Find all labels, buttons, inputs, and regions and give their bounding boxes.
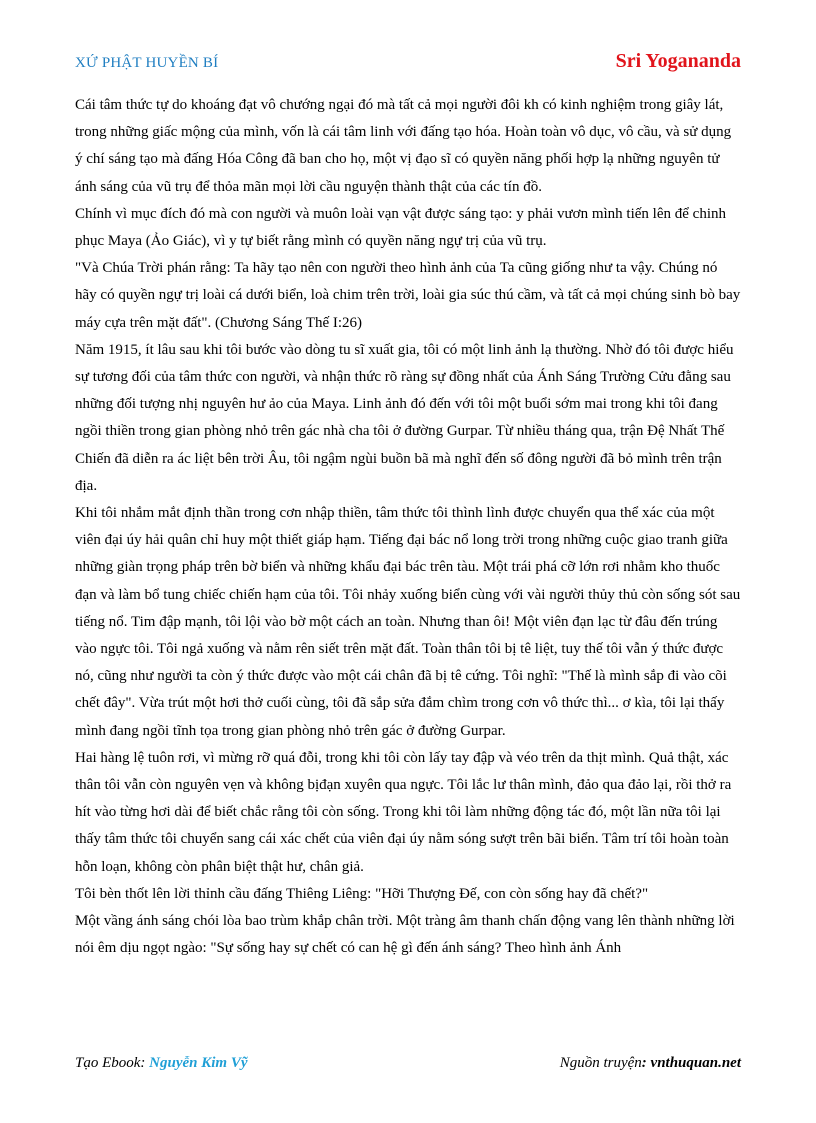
source-separator: :	[641, 1055, 651, 1071]
body-text	[75, 92, 741, 963]
book-title: XỨ PHẬT HUYỀN BÍ	[75, 55, 219, 71]
author-name: Sri Yogananda	[615, 50, 741, 72]
ebook-label: Tạo Ebook	[75, 1055, 141, 1071]
ebook-credit	[75, 1055, 248, 1072]
paragraph: Cái tâm thức tự do khoáng đạt vô chướng ngại đó mà tất cả mọi người đôi kh có kinh nghiệm trong giây lát, trong những giấc mộng của mình, vốn là cái tâm linh với đấng tạo hóa. Hoàn toàn vô dục, vô cầu, và sử dụng ý chí sáng tạo mà đấng Hóa Công đã ban cho họ, một vị đạo sĩ có quyền năng phối hợp lạ những nguyên tử ánh sáng của vũ trụ để thỏa mãn mọi lời cầu nguyện thành thật của các tín đồ.	[75, 97, 732, 195]
paragraph: Khi tôi nhắm mắt định thần trong cơn nhập thiền, tâm thức tôi thình lình được chuyển qua thể xác của một viên đại úy hải quân chỉ huy một thiết giáp hạm. Tiếng đại bác nổ long trời trong những cuộc giao tranh giữa những giàn trọng pháp trên bờ biển và những khẩu đại bác trên tàu. Một trái phá cỡ lớn rơi nhằm kho thuốc đạn và làm bổ tung chiếc chiến hạm của tôi. Tôi nhảy xuống biển cùng với vài người thủy thủ còn sống sót sau tiếng nổ. Tim đập mạnh, tôi lội vào bờ một cách an toàn. Nhưng than ôi! Một viên đạn lạc từ đâu đến trúng vào ngực tôi. Tôi ngả xuống và nằm rên siết trên mặt đất. Toàn thân tôi bị tê liệt, tuy thế tôi vẫn ý thức được nó, cũng như người ta còn ý thức được vào một cái chân đã bị tê cứng. Tôi nghĩ: "Thế là mình sắp đi vào cõi chết đây". Vừa trút một hơi thở cuối cùng, tôi đã sắp sửa đắm chìm trong cơn vô thức thì... ơ kìa, tôi lại thấy mình đang ngồi tĩnh tọa trong gian phòng nhỏ trên gác ở đường Gurpar.	[75, 505, 741, 739]
source-label: Nguồn truyện	[559, 1055, 642, 1071]
source-credit	[560, 1055, 741, 1072]
ebook-separator: :	[140, 1055, 150, 1071]
page-footer	[75, 1055, 741, 1072]
ebook-creator: Nguyễn Kim Vỹ	[149, 1055, 248, 1071]
paragraph: Một vầng ánh sáng chói lòa bao trùm khắp chân trời. Một tràng âm thanh chấn động vang lên thành những lời nói êm dịu ngọt ngào: "Sự sống hay sự chết có can hệ gì đến ánh sáng? Theo hình ảnh Ánh	[75, 913, 735, 957]
paragraph: "Và Chúa Trời phán rằng: Ta hãy tạo nên con người theo hình ảnh của Ta cũng giống như ta vậy. Chúng nó hãy có quyền ngự trị loài cá dưới biển, loà chim trên trời, loài gia súc thú cầm, và tất cả mọi chúng sinh bò bay máy cựa trên mặt đất". (Chương Sáng Thế I:26)	[75, 260, 741, 331]
page-header	[75, 50, 741, 78]
paragraph: Hai hàng lệ tuôn rơi, vì mừng rỡ quá đỗi, trong khi tôi còn lấy tay đập và véo trên da thịt mình. Quả thật, xác thân tôi vẫn còn nguyên vẹn và không bịđạn xuyên qua ngực. Tôi lắc lư thân mình, đảo qua đảo lại, rồi thở ra hít vào từng hơi dài để biết chắc rằng tôi còn sống. Trong khi tôi làm những động tác đó, một lần nữa tôi lại thấy tâm thức tôi chuyển sang cái xác chết của viên đại úy nằm sóng sượt trên bãi biển. Tâm trí tôi hoàn toàn hỗn loạn, không còn phân biệt thật hư, chân giả.	[75, 749, 732, 875]
paragraph: Chính vì mục đích đó mà con người và muôn loài vạn vật được sáng tạo: y phải vươn mình tiến lên để chinh phục Maya (Ảo Giác), vì y tự biết rằng mình có quyền năng ngự trị của vũ trụ.	[75, 205, 726, 250]
paragraph: Tôi bèn thốt lên lời thỉnh cầu đấng Thiêng Liêng: "Hỡi Thượng Đế, con còn sống hay đã chết?"	[75, 885, 649, 902]
paragraph: Năm 1915, ít lâu sau khi tôi bước vào dòng tu sĩ xuất gia, tôi có một linh ảnh lạ thường. Nhờ đó tôi được hiểu sự tương đối của tâm thức con người, và nhận thức rõ ràng sự đồng nhất của Ánh Sáng Trường Cửu đằng sau những đối tượng nhị nguyên hư ảo của Maya. Linh ảnh đó đến với tôi một buổi sớm mai trong khi tôi đang ngồi thiền trong gian phòng nhỏ trên gác nhà cha tôi ở đường Gurpar. Từ nhiều tháng qua, trận Đệ Nhất Thế Chiến đã diễn ra ác liệt bên trời Âu, tôi ngậm ngùi buồn bã mà nghĩ đến số đông người đã bỏ mình trên trận địa.	[75, 341, 734, 494]
source-site: vnthuquan.net	[650, 1055, 741, 1071]
